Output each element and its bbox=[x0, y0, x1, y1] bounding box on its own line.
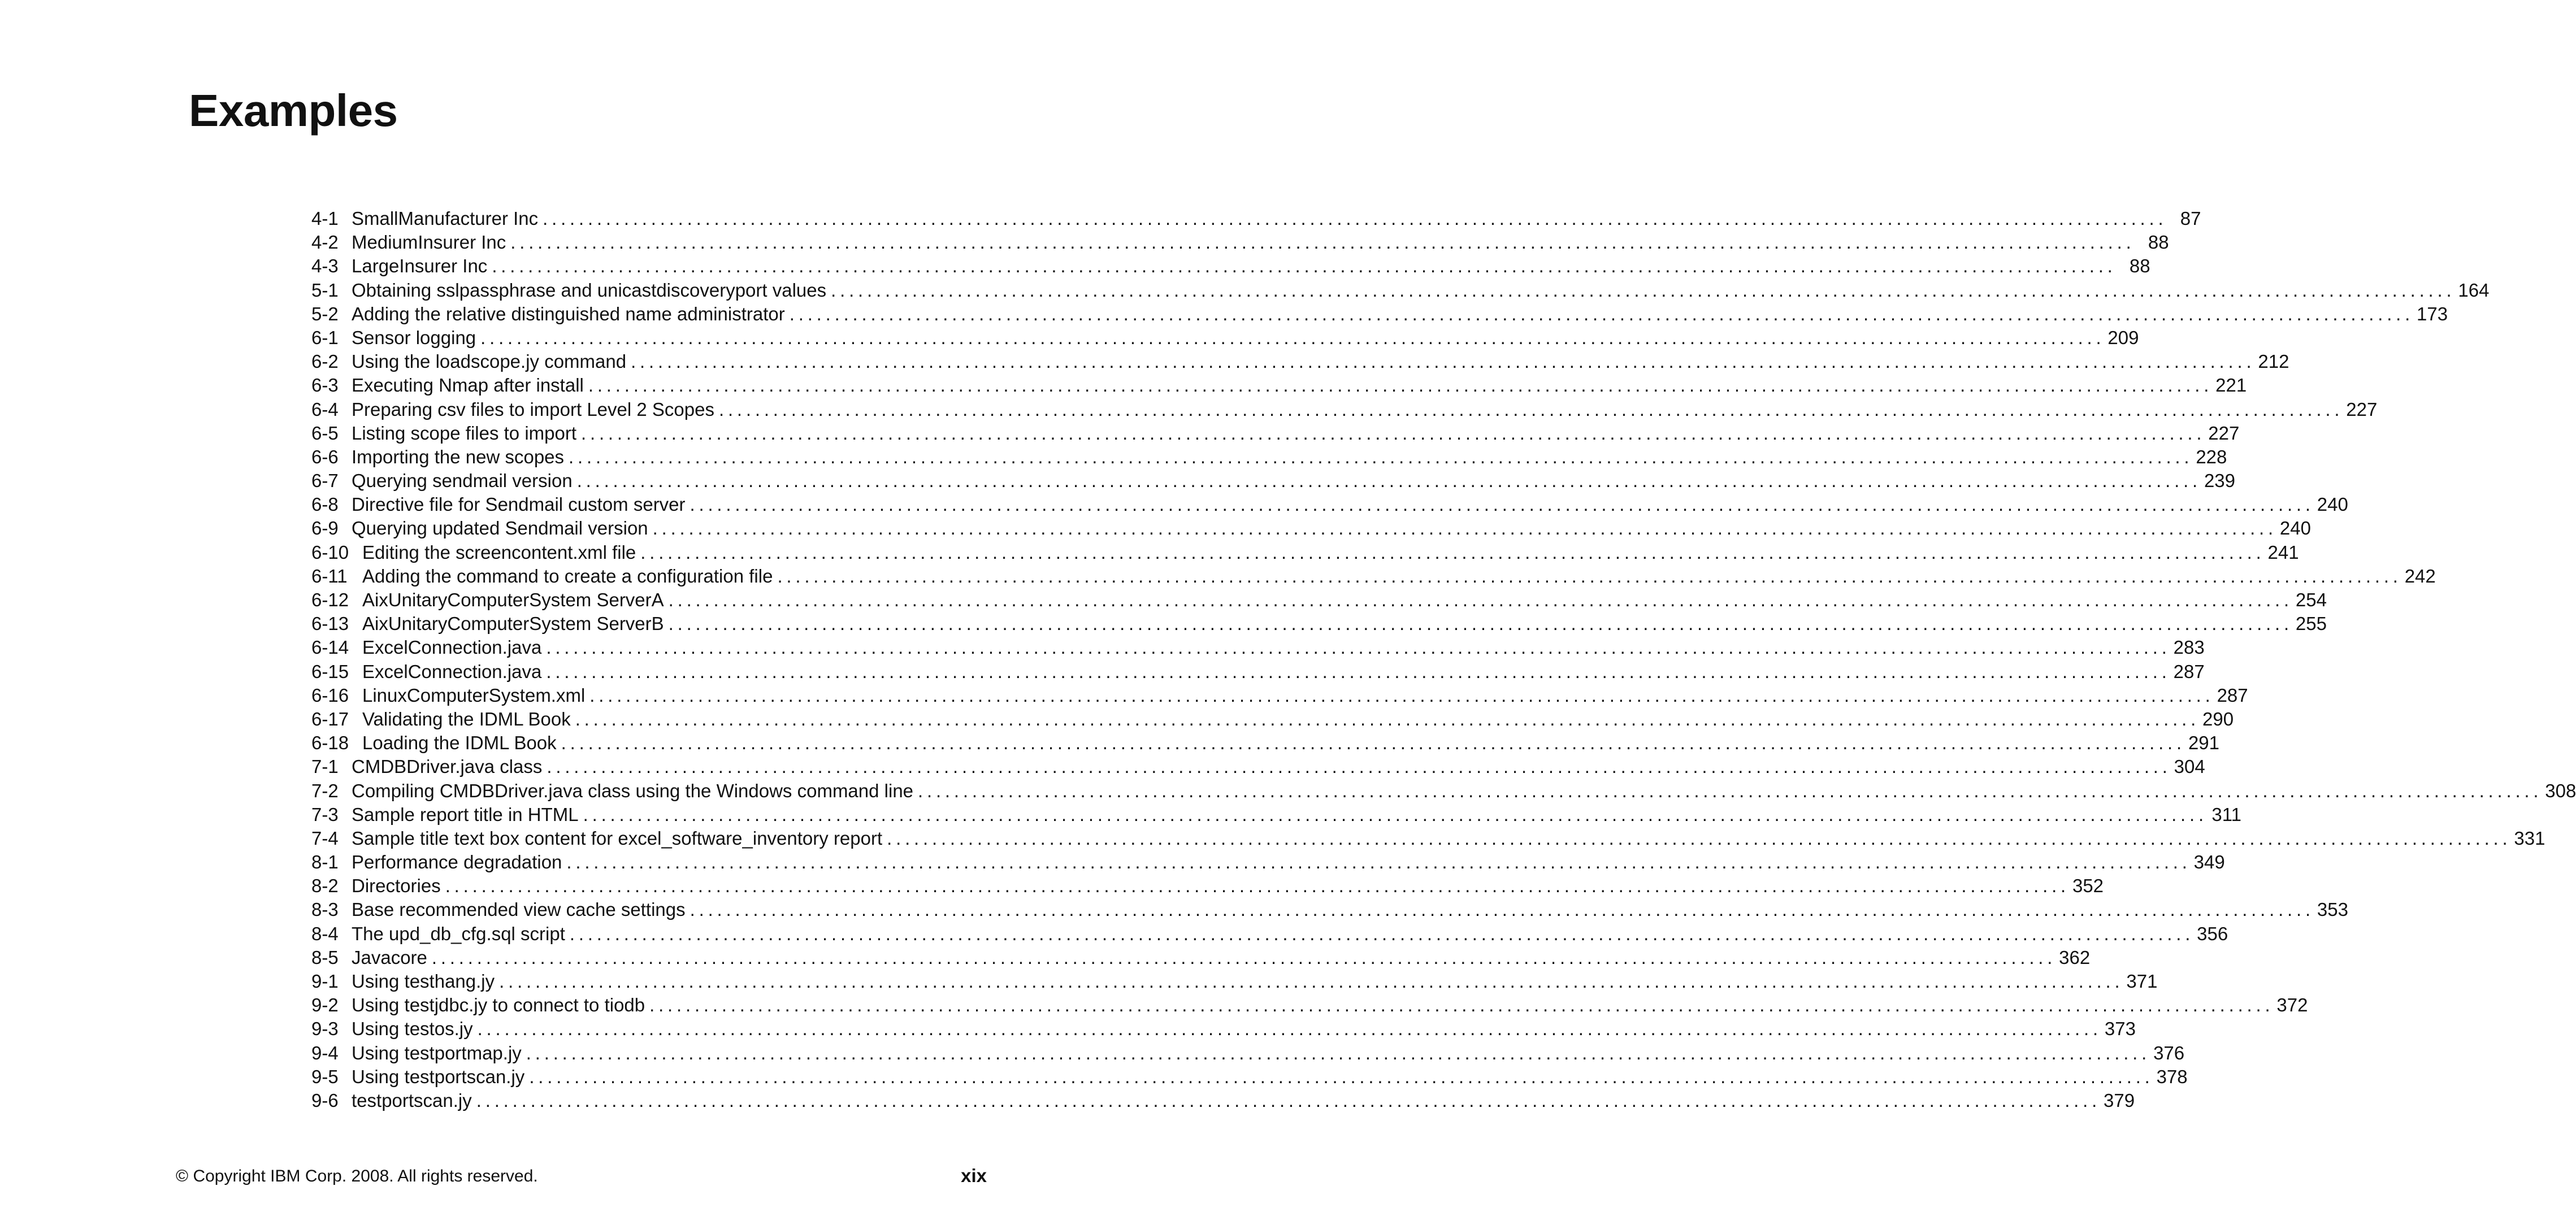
example-number: 6-5 bbox=[311, 422, 339, 444]
example-number: 7-2 bbox=[311, 780, 339, 801]
dot-leader: .................................................................................................................................................................................... bbox=[918, 780, 2543, 801]
example-number: 7-1 bbox=[311, 756, 339, 777]
page-reference: 287 bbox=[2217, 684, 2248, 706]
example-title: SmallManufacturer Inc bbox=[352, 208, 539, 229]
example-number: 6-8 bbox=[311, 494, 339, 515]
dot-leader: .................................................................................................................................................................................... bbox=[546, 637, 2171, 658]
page-reference: 290 bbox=[2202, 708, 2234, 729]
example-number: 7-4 bbox=[311, 827, 339, 849]
list-item bbox=[311, 588, 2327, 612]
list-item bbox=[311, 612, 2327, 636]
page-reference: 372 bbox=[2276, 994, 2308, 1016]
example-number: 6-17 bbox=[311, 708, 349, 729]
example-number: 8-5 bbox=[311, 946, 339, 968]
example-number: 6-16 bbox=[311, 684, 349, 706]
example-number: 8-1 bbox=[311, 852, 339, 873]
dot-leader: .................................................................................................................................................................................... bbox=[589, 684, 2214, 706]
page-reference: 352 bbox=[2072, 875, 2104, 897]
example-number: 9-3 bbox=[311, 1018, 339, 1040]
example-title: Sensor logging bbox=[352, 327, 476, 348]
example-title: Directories bbox=[352, 875, 441, 897]
list-item bbox=[311, 445, 2227, 469]
page-reference: 88 bbox=[2129, 255, 2150, 277]
dot-leader: .................................................................................................................................................................................... bbox=[543, 208, 2167, 229]
dot-leader: .................................................................................................................................................................................... bbox=[640, 541, 2265, 563]
page-reference: 291 bbox=[2188, 732, 2219, 754]
dot-leader: .................................................................................................................................................................................... bbox=[529, 1066, 2154, 1087]
list-item bbox=[311, 922, 2228, 946]
example-number: 4-2 bbox=[311, 232, 339, 253]
page-reference: 255 bbox=[2295, 613, 2327, 635]
example-number: 6-3 bbox=[311, 375, 339, 396]
list-item bbox=[311, 898, 2348, 922]
example-title: Preparing csv files to import Level 2 Scopes bbox=[352, 398, 714, 420]
list-item bbox=[311, 254, 2150, 278]
dot-leader: .................................................................................................................................................................................... bbox=[789, 303, 2414, 324]
dot-leader: .................................................................................................................................................................................... bbox=[566, 852, 2191, 873]
page-reference: 88 bbox=[2148, 232, 2169, 253]
list-item bbox=[311, 993, 2308, 1017]
example-number: 9-2 bbox=[311, 994, 339, 1016]
dot-leader: .................................................................................................................................................................................... bbox=[631, 351, 2256, 372]
example-title: Base recommended view cache settings bbox=[352, 899, 686, 920]
example-number: 8-3 bbox=[311, 899, 339, 920]
dot-leader: .................................................................................................................................................................................... bbox=[569, 923, 2195, 944]
list-item bbox=[311, 1065, 2188, 1089]
dot-leader: .................................................................................................................................................................................... bbox=[445, 875, 2070, 897]
dot-leader: .................................................................................................................................................................................... bbox=[652, 518, 2277, 539]
dot-leader: .................................................................................................................................................................................... bbox=[588, 375, 2213, 396]
example-title: The upd_db_cfg.sql script bbox=[352, 923, 565, 944]
page-reference: 308 bbox=[2545, 780, 2576, 801]
list-item bbox=[311, 731, 2219, 755]
example-title: Using testportscan.jy bbox=[352, 1066, 525, 1087]
dot-leader: .................................................................................................................................................................................... bbox=[510, 232, 2135, 253]
example-number: 6-15 bbox=[311, 661, 349, 682]
list-item bbox=[311, 541, 2299, 564]
example-number: 6-4 bbox=[311, 398, 339, 420]
page-reference: 378 bbox=[2156, 1066, 2188, 1087]
dot-leader: .................................................................................................................................................................................... bbox=[831, 279, 2456, 301]
example-title: Using testportmap.jy bbox=[352, 1042, 522, 1063]
example-number: 6-1 bbox=[311, 327, 339, 348]
dot-leader: .................................................................................................................................................................................... bbox=[499, 971, 2124, 992]
example-title: Sample report title in HTML bbox=[352, 803, 579, 825]
page-reference: 239 bbox=[2204, 470, 2236, 492]
example-number: 6-13 bbox=[311, 613, 349, 635]
example-title: Performance degradation bbox=[352, 852, 562, 873]
example-number: 6-14 bbox=[311, 637, 349, 658]
dot-leader: .................................................................................................................................................................................... bbox=[431, 946, 2057, 968]
page-number: xix bbox=[961, 1165, 987, 1186]
example-title: AixUnitaryComputerSystem ServerA bbox=[362, 589, 664, 610]
example-title: Editing the screencontent.xml file bbox=[362, 541, 636, 563]
page-reference: 242 bbox=[2404, 565, 2436, 587]
list-item bbox=[311, 707, 2234, 731]
page-reference: 356 bbox=[2197, 923, 2228, 944]
list-item bbox=[311, 422, 2240, 445]
example-number: 5-2 bbox=[311, 303, 339, 324]
list-item bbox=[311, 516, 2311, 540]
list-item bbox=[311, 874, 2104, 898]
dot-leader: .................................................................................................................................................................................... bbox=[777, 565, 2402, 587]
example-title: ExcelConnection.java bbox=[362, 637, 542, 658]
page-reference: 241 bbox=[2267, 541, 2299, 563]
example-title: Adding the relative distinguished name administrator bbox=[352, 303, 785, 324]
example-title: Loading the IDML Book bbox=[362, 732, 557, 754]
list-item bbox=[311, 827, 2545, 850]
list-item bbox=[311, 564, 2436, 588]
dot-leader: .................................................................................................................................................................................... bbox=[718, 398, 2344, 420]
example-title: AixUnitaryComputerSystem ServerB bbox=[362, 613, 664, 635]
example-title: Listing scope files to import bbox=[352, 422, 577, 444]
list-item bbox=[311, 970, 2158, 993]
list-item bbox=[311, 207, 2201, 231]
example-title: Validating the IDML Book bbox=[362, 708, 571, 729]
example-title: Sample title text box content for excel_software_inventory report bbox=[352, 827, 883, 849]
page-reference: 376 bbox=[2153, 1042, 2185, 1063]
dot-leader: .................................................................................................................................................................................... bbox=[480, 327, 2105, 348]
list-item bbox=[311, 660, 2205, 684]
page-reference: 362 bbox=[2059, 946, 2091, 968]
dot-leader: .................................................................................................................................................................................... bbox=[689, 494, 2314, 515]
example-number: 6-9 bbox=[311, 518, 339, 539]
example-title: Querying sendmail version bbox=[352, 470, 573, 492]
example-number: 9-4 bbox=[311, 1042, 339, 1063]
example-title: Importing the new scopes bbox=[352, 446, 565, 467]
page-reference: 254 bbox=[2295, 589, 2327, 610]
example-number: 7-3 bbox=[311, 803, 339, 825]
example-title: ExcelConnection.java bbox=[362, 661, 542, 682]
page-reference: 240 bbox=[2317, 494, 2348, 515]
example-number: 5-1 bbox=[311, 279, 339, 301]
list-item bbox=[311, 326, 2139, 350]
example-number: 4-3 bbox=[311, 255, 339, 277]
page-reference: 221 bbox=[2215, 375, 2247, 396]
list-item bbox=[311, 279, 2490, 302]
dot-leader: .................................................................................................................................................................................... bbox=[546, 661, 2171, 682]
dot-leader: .................................................................................................................................................................................... bbox=[492, 255, 2117, 277]
page-reference: 287 bbox=[2173, 661, 2205, 682]
page-reference: 304 bbox=[2174, 756, 2205, 777]
example-number: 6-10 bbox=[311, 541, 349, 563]
list-item bbox=[311, 803, 2241, 827]
list-item bbox=[311, 469, 2236, 493]
example-number: 6-6 bbox=[311, 446, 339, 467]
example-number: 9-6 bbox=[311, 1089, 339, 1111]
page-reference: 227 bbox=[2208, 422, 2240, 444]
list-item bbox=[311, 850, 2225, 874]
example-number: 4-1 bbox=[311, 208, 339, 229]
dot-leader: .................................................................................................................................................................................... bbox=[476, 1089, 2101, 1111]
list-item bbox=[311, 779, 2576, 803]
example-title: Directive file for Sendmail custom server bbox=[352, 494, 686, 515]
dot-leader: .................................................................................................................................................................................... bbox=[583, 803, 2208, 825]
dot-leader: .................................................................................................................................................................................... bbox=[576, 470, 2202, 492]
list-item bbox=[311, 684, 2248, 707]
list-item bbox=[311, 636, 2205, 659]
list-item bbox=[311, 231, 2169, 254]
list-item bbox=[311, 1017, 2136, 1041]
page-reference: 331 bbox=[2514, 827, 2545, 849]
example-number: 9-5 bbox=[311, 1066, 339, 1087]
list-item bbox=[311, 398, 2378, 422]
dot-leader: .................................................................................................................................................................................... bbox=[649, 994, 2274, 1016]
list-item bbox=[311, 946, 2091, 970]
page-reference: 373 bbox=[2104, 1018, 2136, 1040]
examples-list bbox=[311, 207, 2576, 1113]
dot-leader: .................................................................................................................................................................................... bbox=[887, 827, 2512, 849]
example-number: 8-2 bbox=[311, 875, 339, 897]
example-title: MediumInsurer Inc bbox=[352, 232, 506, 253]
page-reference: 212 bbox=[2258, 351, 2289, 372]
page-reference: 283 bbox=[2173, 637, 2205, 658]
dot-leader: .................................................................................................................................................................................... bbox=[575, 708, 2200, 729]
list-item bbox=[311, 373, 2247, 397]
example-title: Using testjdbc.jy to connect to tiodb bbox=[352, 994, 645, 1016]
page-reference: 164 bbox=[2458, 279, 2490, 301]
dot-leader: .................................................................................................................................................................................... bbox=[547, 756, 2171, 777]
page-reference: 353 bbox=[2317, 899, 2348, 920]
dot-leader: .................................................................................................................................................................................... bbox=[561, 732, 2185, 754]
example-title: Javacore bbox=[352, 946, 427, 968]
page-reference: 173 bbox=[2417, 303, 2448, 324]
example-number: 6-18 bbox=[311, 732, 349, 754]
example-number: 6-11 bbox=[311, 565, 348, 587]
dot-leader: .................................................................................................................................................................................... bbox=[569, 446, 2193, 467]
example-number: 6-2 bbox=[311, 351, 339, 372]
page-reference: 227 bbox=[2346, 398, 2378, 420]
page-reference: 228 bbox=[2196, 446, 2227, 467]
page-title: Examples bbox=[189, 85, 398, 136]
list-item bbox=[311, 1041, 2185, 1065]
page-reference: 209 bbox=[2107, 327, 2139, 348]
example-title: Querying updated Sendmail version bbox=[352, 518, 648, 539]
example-title: Compiling CMDBDriver.java class using the Windows command line bbox=[352, 780, 914, 801]
example-title: Using testos.jy bbox=[352, 1018, 473, 1040]
page-reference: 371 bbox=[2126, 971, 2158, 992]
example-title: Using the loadscope.jy command bbox=[352, 351, 627, 372]
list-item bbox=[311, 755, 2205, 779]
example-title: testportscan.jy bbox=[352, 1089, 472, 1111]
dot-leader: .................................................................................................................................................................................... bbox=[581, 422, 2206, 444]
example-number: 6-7 bbox=[311, 470, 339, 492]
dot-leader: .................................................................................................................................................................................... bbox=[526, 1042, 2151, 1063]
example-title: Executing Nmap after install bbox=[352, 375, 584, 396]
list-item bbox=[311, 493, 2348, 516]
dot-leader: .................................................................................................................................................................................... bbox=[477, 1018, 2102, 1040]
example-number: 8-4 bbox=[311, 923, 339, 944]
example-title: Using testhang.jy bbox=[352, 971, 495, 992]
example-number: 9-1 bbox=[311, 971, 339, 992]
example-number: 6-12 bbox=[311, 589, 349, 610]
example-title: CMDBDriver.java class bbox=[352, 756, 543, 777]
dot-leader: .................................................................................................................................................................................... bbox=[668, 613, 2293, 635]
page-reference: 379 bbox=[2104, 1089, 2135, 1111]
example-title: Adding the command to create a configuration file bbox=[362, 565, 773, 587]
example-title: LargeInsurer Inc bbox=[352, 255, 488, 277]
dot-leader: .................................................................................................................................................................................... bbox=[668, 589, 2293, 610]
copyright-footer: © Copyright IBM Corp. 2008. All rights reserved. bbox=[176, 1167, 538, 1185]
dot-leader: .................................................................................................................................................................................... bbox=[689, 899, 2314, 920]
page-reference: 87 bbox=[2180, 208, 2201, 229]
page-reference: 311 bbox=[2211, 803, 2241, 825]
list-item bbox=[311, 350, 2289, 373]
list-item bbox=[311, 302, 2448, 326]
example-title: LinuxComputerSystem.xml bbox=[362, 684, 586, 706]
list-item bbox=[311, 1089, 2135, 1113]
example-title: Obtaining sslpassphrase and unicastdiscoveryport values bbox=[352, 279, 827, 301]
page-reference: 240 bbox=[2279, 518, 2311, 539]
page-reference: 349 bbox=[2193, 852, 2225, 873]
